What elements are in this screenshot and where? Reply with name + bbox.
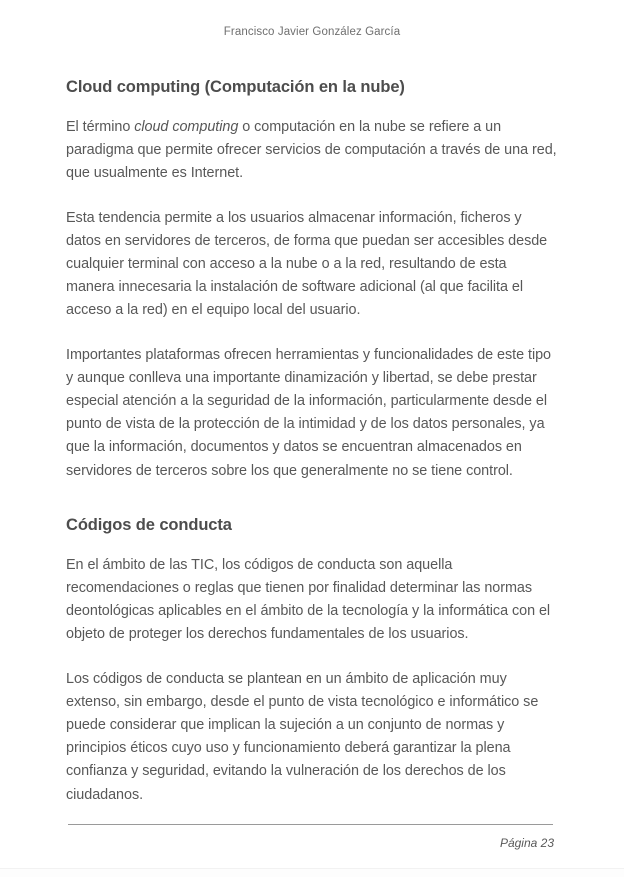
- paragraph-wrapper: [66, 97, 558, 186]
- paragraph: [66, 554, 558, 647]
- page-number: Página 23: [499, 836, 554, 850]
- paragraph-wrapper: [66, 647, 558, 807]
- paragraph: [66, 668, 558, 807]
- heading-cloud-computing: Cloud computing (Computación en la nube): [66, 78, 405, 96]
- emphasis-run: cloud computing: [134, 119, 239, 135]
- paragraph-wrapper: [66, 535, 558, 647]
- page-footer: [0, 824, 624, 868]
- paragraph-wrapper: [66, 186, 558, 323]
- paragraph-wrapper: [66, 323, 558, 483]
- section-cloud-computing: [66, 38, 558, 97]
- paragraph: [66, 207, 558, 323]
- text-run: Esta tendencia permite a los usuarios almacenar información, ficheros y datos en servidores de terceros, de forma que puedan ser accesibles desde cualquier terminal con acceso a la nube o a la red, resultando de esta manera innecesaria la instalación de software adicional (al que facilita el acceso a la red) en el equipo local del usuario.: [66, 209, 548, 319]
- paragraph: [66, 344, 558, 483]
- text-run: Los códigos de conducta se plantean en un ámbito de aplicación muy extenso, sin embargo, desde el punto de vista tecnológico e informático se puede considerar que implican la sujeción a un conjunto de normas y principios éticos cuyo uso y funcionamiento deberá garantizar la plena confianza y seguridad, evitando la vulneración de los derechos de los ciudadanos.: [66, 670, 539, 803]
- document-body: [0, 38, 624, 807]
- running-header: Francisco Javier González García: [223, 26, 401, 38]
- heading-codigos-de-conducta: Códigos de conducta: [66, 515, 232, 534]
- text-run: En el ámbito de las TIC, los códigos de conducta son aquella recomendaciones o reglas que tienen por finalidad determinar las normas deontológicas aplicables en el ámbito de la tecnología y la informática con el objeto de proteger los derechos fundamentales de los usuarios.: [66, 556, 551, 643]
- text-run: Importantes plataformas ofrecen herramientas y funcionalidades de este tipo y aunque conlleva una importante dinamización y libertad, se debe prestar especial atención a la seguridad de la información, particularmente desde el punto de vista de la protección de la intimidad y de los datos personales, ya que la información, documentos y datos se encuentran almacenados en servidores de terceros sobre los que generalmente no se tiene control.: [66, 346, 552, 479]
- text-run: El término: [66, 119, 135, 135]
- paragraph: [66, 116, 558, 186]
- section-codigos-de-conducta: [66, 483, 558, 535]
- text-run: o computación en la nube se refiere a un paradigma que permite ofrecer servicios de computación a través de una red, que usualmente es Internet.: [66, 119, 557, 182]
